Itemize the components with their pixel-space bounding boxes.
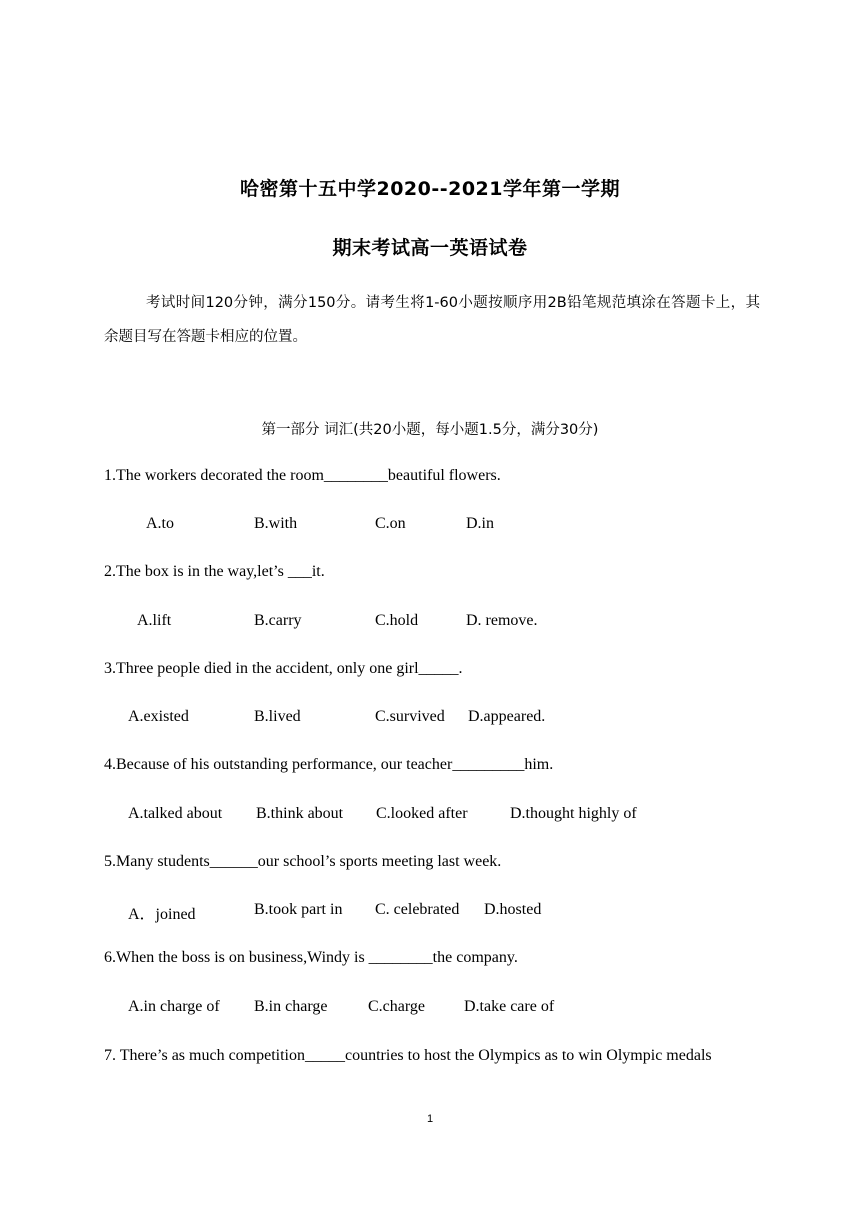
- question-5-options: [104, 901, 760, 923]
- option-b: B.took part in: [254, 901, 343, 918]
- question-6-options: [104, 998, 760, 1020]
- option-a: A．joined: [128, 906, 196, 923]
- page-number: 1: [426, 1113, 434, 1125]
- option-a: A.to: [146, 515, 174, 532]
- option-d: D. remove.: [466, 612, 538, 629]
- option-b: B.in charge: [254, 998, 328, 1015]
- question-6: 6.When the boss is on business,Windy is ________the company.: [104, 949, 518, 966]
- question-4-options: [104, 805, 760, 827]
- option-a: A.talked about: [128, 805, 223, 822]
- exam-instructions: 考试时间120分钟，满分150分。请考生将1-60小题按顺序用2B铅笔规范填涂在答题卡上，其余题目写在答题卡相应的位置。: [104, 295, 760, 345]
- option-a: A.in charge of: [128, 998, 220, 1015]
- option-b: B.lived: [254, 708, 301, 725]
- option-a: A.lift: [137, 612, 172, 629]
- school-title: 哈密第十五中学2020--2021学年第一学期: [239, 178, 621, 200]
- question-1: 1.The workers decorated the room________beautiful flowers.: [104, 467, 501, 484]
- option-c: C.looked after: [376, 805, 468, 822]
- option-c: C.hold: [375, 612, 419, 629]
- option-d: D.take care of: [464, 998, 555, 1015]
- question-1-options: [104, 515, 760, 537]
- option-d: D.appeared.: [468, 708, 546, 725]
- question-7: 7. There’s as much competition_____countries to host the Olympics as to win Olympic medals: [104, 1047, 712, 1064]
- question-5: 5.Many students______our school’s sports meeting last week.: [104, 853, 502, 870]
- option-b: B.with: [254, 515, 298, 532]
- option-c: C.survived: [375, 708, 445, 725]
- option-b: B.think about: [256, 805, 344, 822]
- option-d: D.hosted: [484, 901, 542, 918]
- option-c: C.charge: [368, 998, 426, 1015]
- question-2-options: [104, 612, 760, 634]
- question-3-options: [104, 708, 760, 730]
- question-2: 2.The box is in the way,let’s ___it.: [104, 563, 325, 580]
- option-d: D.thought highly of: [510, 805, 637, 822]
- section-heading: 第一部分 词汇(共20小题，每小题1.5分，满分30分): [261, 422, 599, 438]
- exam-title: 期末考试高一英语试卷: [332, 237, 528, 259]
- question-4: 4.Because of his outstanding performance, our teacher_________him.: [104, 756, 554, 773]
- question-3: 3.Three people died in the accident, only one girl_____.: [104, 660, 463, 677]
- option-c: C. celebrated: [375, 901, 460, 918]
- option-b: B.carry: [254, 612, 302, 629]
- option-c: C.on: [375, 515, 406, 532]
- option-d: D.in: [466, 515, 494, 532]
- option-a: A.existed: [128, 708, 189, 725]
